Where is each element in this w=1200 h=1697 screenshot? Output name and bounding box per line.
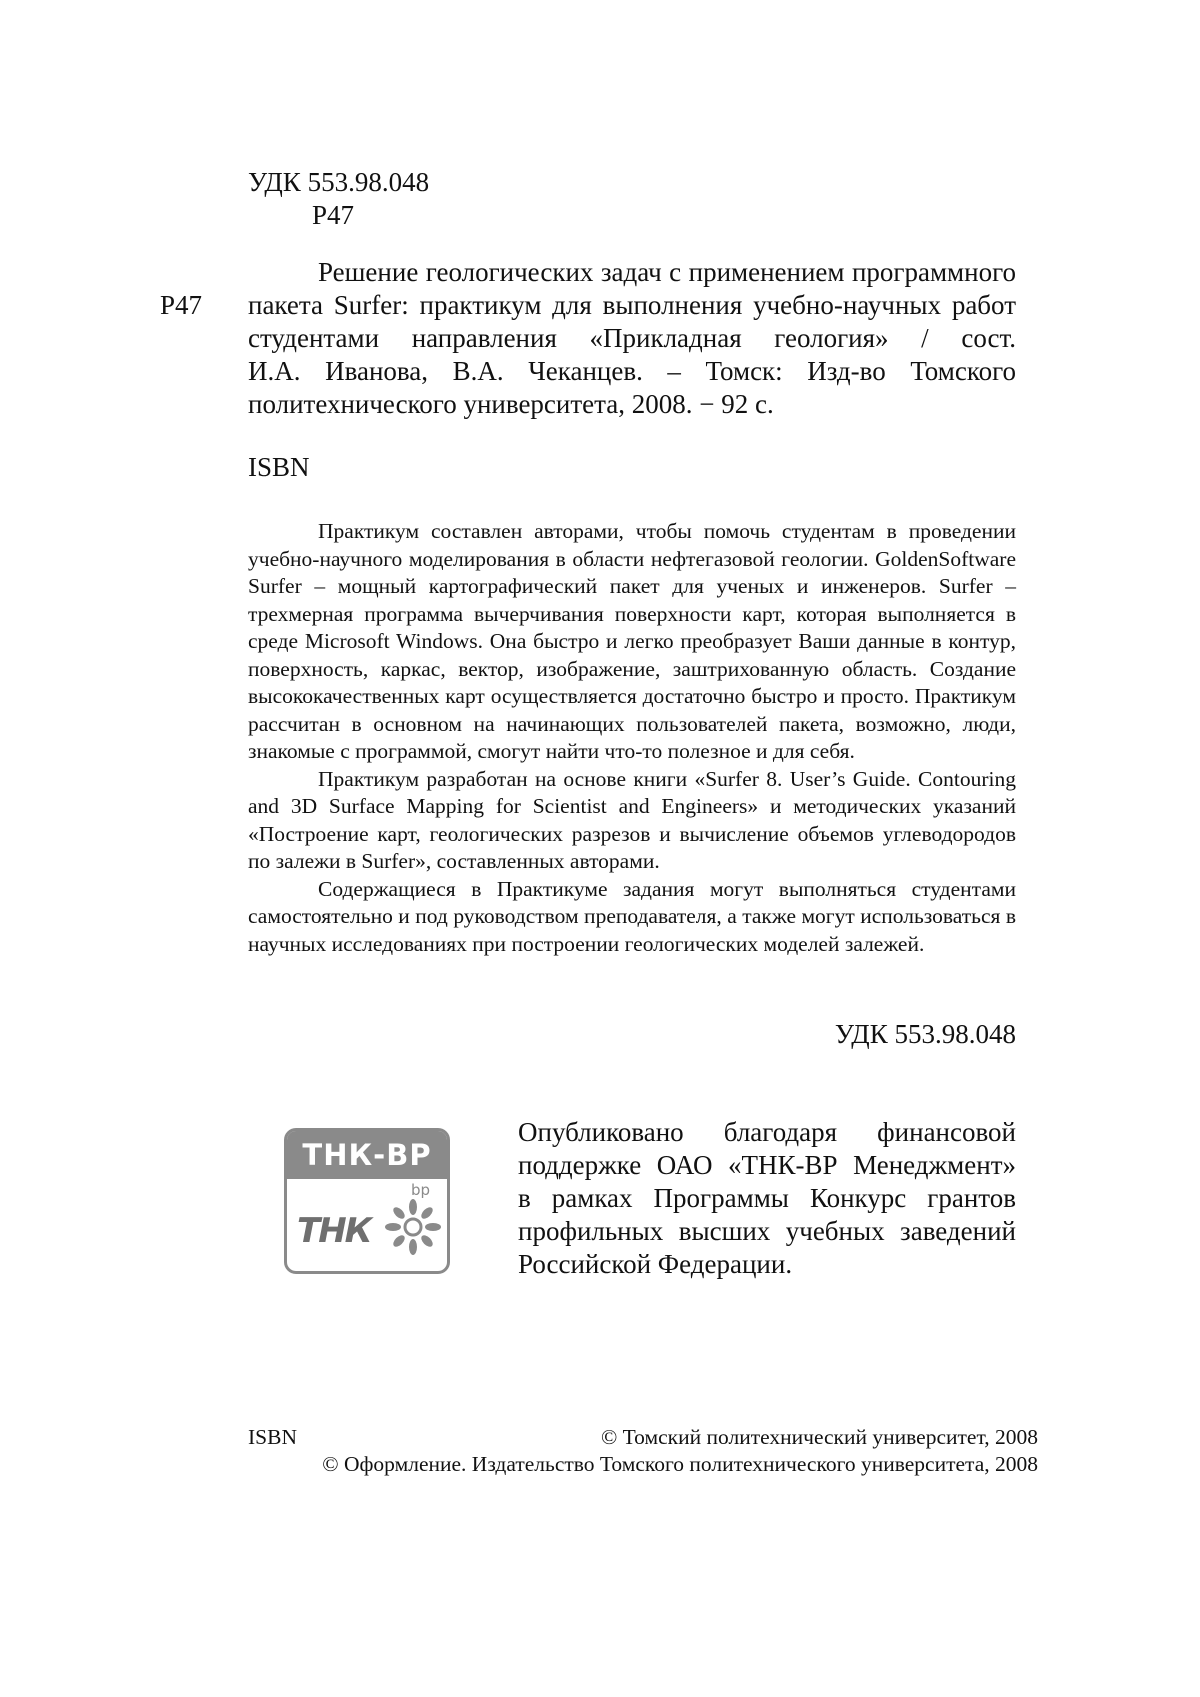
abstract-udk: УДК 553.98.048 bbox=[834, 1019, 1016, 1049]
margin-author-code: Р47 bbox=[160, 290, 203, 320]
abstract bbox=[248, 518, 1016, 958]
udk-code: УДК 553.98.048 bbox=[248, 167, 430, 197]
author-code: Р47 bbox=[312, 200, 355, 230]
sponsor-note bbox=[518, 1116, 1016, 1281]
citation-line: И.А. Иванова, В.А. Чеканцев. – Томск: Изд-во Томского bbox=[248, 356, 1016, 386]
sponsor-line: поддержке ОАО «ТНК-ВР Менеджмент» bbox=[518, 1150, 1016, 1180]
abstract-paragraph: Практикум составлен авторами, чтобы помочь студентам в проведении учебно-научного моделирования в области нефтегазовой геологии. GoldenSoftware Surfer – мощный картографический пакет для ученых и инженеров. Surfer – трехмерная программа вычерчивания поверхности карт, которая выполняется в среде Microsoft Windows. Она быстро и легко преобразует Ваши данные в контур, поверхность, каркас, вектор, изображение, заштрихованную область. Создание высококачественных карт осуществляется достаточно быстро и просто. Практикум рассчитан в основном на начинающих пользователей пакета, возможно, люди, знакомые с программой, смогут найти что-то полезное и для себя. bbox=[248, 519, 1016, 763]
abstract-paragraph: Практикум разработан на основе книги «Surfer 8. User’s Guide. Contouring and 3D Surface Mapping for Scientist and Engineers» и методических указаний «Построение карт, геологических разрезов и вычисление объемов углеводородов по залежи в Surfer», составленных авторами. bbox=[248, 766, 1016, 873]
citation-line: Решение геологических задач с применением программного bbox=[318, 257, 1016, 287]
citation-line: пакета Surfer: практикум для выполнения учебно-научных работ bbox=[248, 290, 1016, 320]
sponsor-line: профильных высших учебных заведений bbox=[518, 1216, 1016, 1246]
footer-isbn: ISBN bbox=[248, 1425, 297, 1449]
citation-line: студентами направления «Прикладная геология» / сост. bbox=[248, 323, 1016, 353]
abstract-paragraph: Содержащиеся в Практикуме задания могут выполняться студентами самостоятельно и под руководством преподавателя, а также могут использоваться в научных исследованиях при построении геологических моделей залежей. bbox=[248, 876, 1016, 956]
isbn-label: ISBN bbox=[248, 452, 310, 482]
citation-block bbox=[248, 256, 1016, 421]
bp-label: bp bbox=[411, 1181, 431, 1199]
sponsor-line: Опубликовано благодаря финансовой bbox=[518, 1117, 1016, 1147]
citation-line: политехнического университета, 2008. − 92 с. bbox=[248, 389, 774, 419]
tnk-logo-mark: ТНК bbox=[297, 1211, 371, 1251]
tnk-bp-logo bbox=[284, 1128, 450, 1274]
copyright-design: © Оформление. Издательство Томского политехнического университета, 2008 bbox=[322, 1452, 1038, 1476]
logo-band-text: ТНК-ВР bbox=[287, 1131, 447, 1179]
sponsor-line: в рамках Программы Конкурс грантов bbox=[518, 1183, 1016, 1213]
sponsor-line: Российской Федерации. bbox=[518, 1249, 793, 1279]
copyright-tpu: © Томский политехнический университет, 2008 bbox=[600, 1425, 1038, 1449]
bp-helios-icon bbox=[383, 1197, 443, 1257]
